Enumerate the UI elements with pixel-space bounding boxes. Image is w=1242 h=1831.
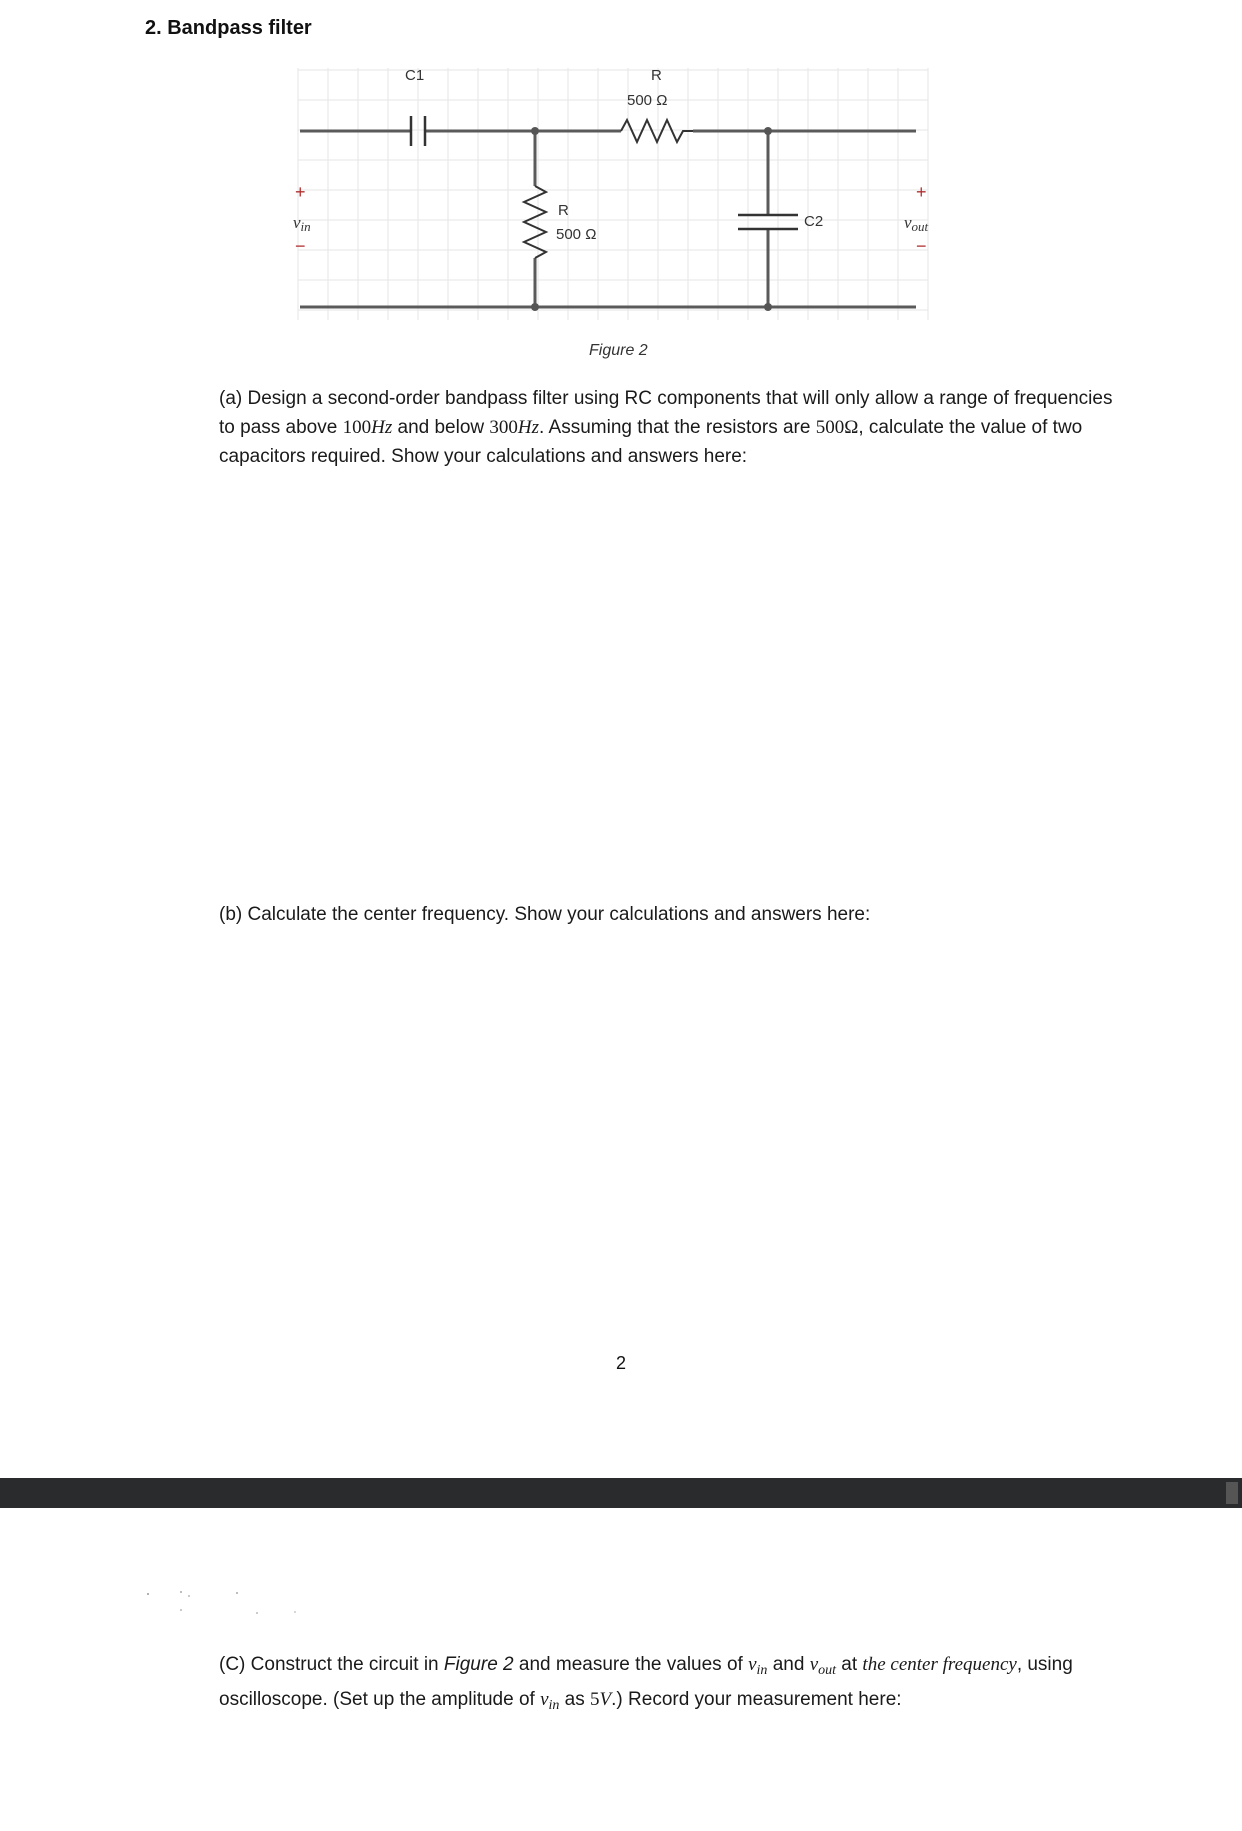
r-series-name: R [651,67,662,84]
r-shunt-value: 500 Ω [556,226,597,243]
vout-sub: out [911,219,929,234]
r-series-value: 500 Ω [627,92,668,109]
vout-plus: + [916,182,927,202]
junction-dot [531,127,539,135]
vout-v: v [904,213,912,232]
figure-caption: Figure 2 [589,342,648,359]
scrollbar-thumb[interactable] [1226,1482,1238,1504]
vin-minus: − [295,236,306,256]
vin-sub: in [300,219,311,234]
c2-label: C2 [804,213,824,230]
part-b-text: (b) Calculate the center frequency. Show your calculations and answers here: [219,904,871,925]
junction-dot [764,303,772,311]
vout-label [904,213,929,234]
c1-label: C1 [405,67,425,84]
scan-specks [145,1588,315,1618]
junction-dot [764,127,772,135]
page-number: 2 [616,1353,627,1373]
capacitor-c2 [738,215,798,229]
resistor-series [621,120,693,142]
section-heading: 2. Bandpass filter [145,17,312,39]
vout-minus: − [916,236,927,256]
circuit-diagram [280,58,960,328]
resistor-shunt [524,186,546,258]
wires [300,131,916,307]
junction-dot [531,303,539,311]
page-separator-bar [0,1478,1242,1508]
grid [298,68,928,320]
vin-v: v [293,213,301,232]
part-a-text: (a) Design a second-order bandpass filter using RC components that will only allow a range of frequencies to pass above 100Hz and below 300Hz. Assuming that the resistors are 500Ω, calculate the value of two capacitors required. Show your calculations and answers here: [219,388,1113,467]
vin-plus: + [295,182,306,202]
part-c-text: (C) Construct the circuit in Figure 2 and measure the values of $v_{in}$ and $v_{out}$ at the center frequency, using oscilloscope. (Set up the amplitude of $v_{in}$ as 5V.) Record your measurement here: [219,1654,1073,1713]
r-shunt-name: R [558,202,569,219]
vin-label [293,213,311,234]
